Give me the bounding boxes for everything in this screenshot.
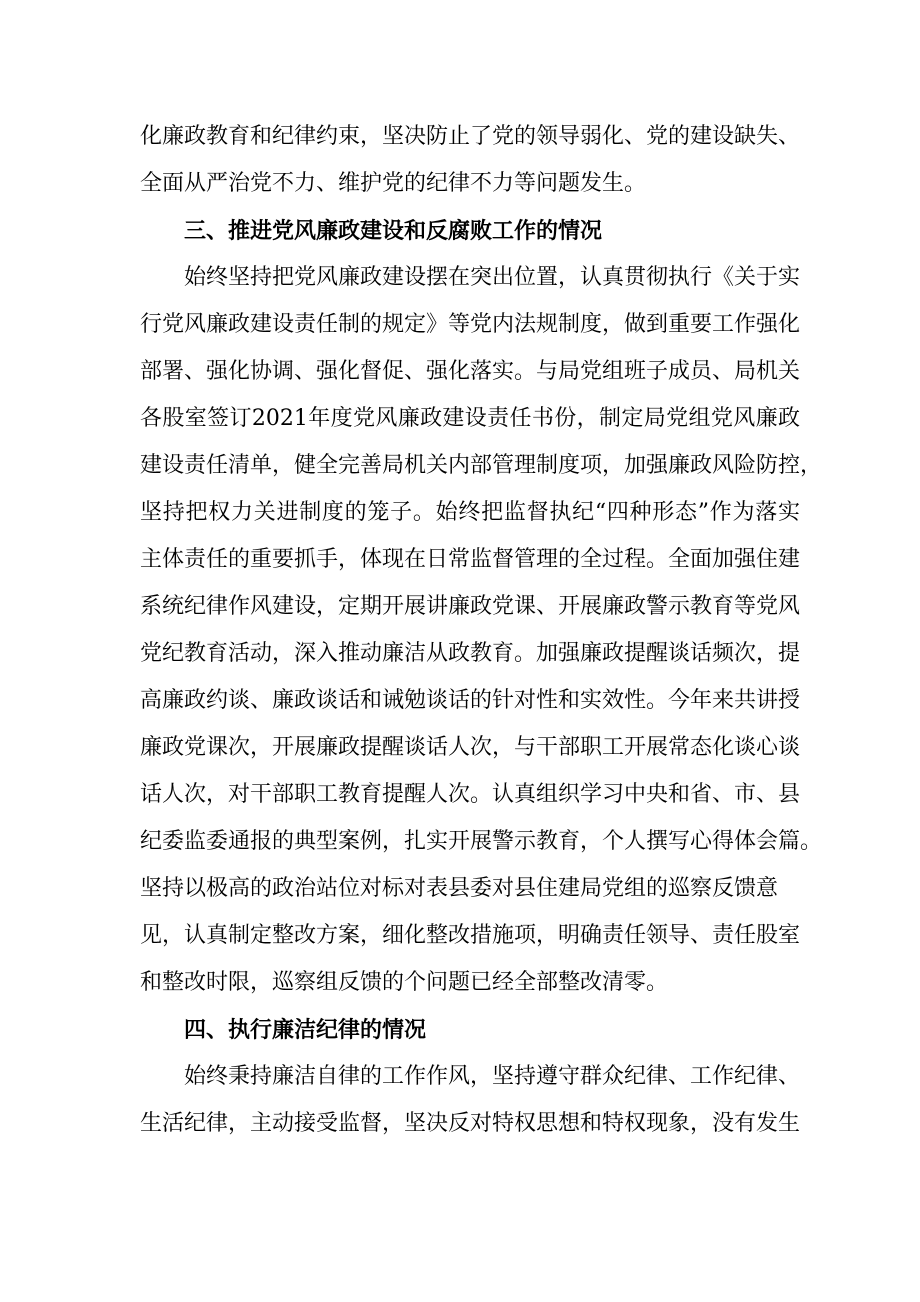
body-line: 廉政党课次，开展廉政提醒谈话人次，与干部职工开展常态化谈心谈 bbox=[140, 735, 801, 760]
body-line: 系统纪律作风建设，定期开展讲廉政党课、开展廉政警示教育等党风 bbox=[140, 594, 801, 619]
body-line: 高廉政约谈、廉政谈话和诫勉谈话的针对性和实效性。今年来共讲授 bbox=[140, 688, 801, 713]
body-line: 各股室签订2021年度党风廉政建设责任书份，制定局党组党风廉政 bbox=[140, 406, 800, 431]
paragraph-first-line: 始终坚持把党风廉政建设摆在突出位置，认真贯彻执行《关于实 bbox=[184, 265, 801, 290]
body-line: 话人次，对干部职工教育提醒人次。认真组织学习中央和省、市、县 bbox=[140, 782, 801, 807]
body-line: 坚持把权力关进制度的笼子。始终把监督执纪“四种形态”作为落实 bbox=[140, 500, 800, 525]
section-heading-3: 三、推进党风廉政建设和反腐败工作的情况 bbox=[184, 218, 603, 244]
body-line: 党纪教育活动，深入推动廉洁从政教育。加强廉政提醒谈话频次，提 bbox=[140, 641, 801, 666]
body-line: 主体责任的重要抓手，体现在日常监督管理的全过程。全面加强住建 bbox=[140, 547, 801, 572]
body-line: 和整改时限，巡察组反馈的个问题已经全部整改清零。 bbox=[140, 970, 669, 995]
body-line: 见，认真制定整改方案，细化整改措施项，明确责任领导、责任股室 bbox=[140, 923, 801, 948]
body-line: 坚持以极高的政治站位对标对表县委对县住建局党组的巡察反馈意 bbox=[140, 876, 779, 901]
section-heading-4: 四、执行廉洁纪律的情况 bbox=[184, 1017, 427, 1043]
body-line: 化廉政教育和纪律约束，坚决防止了党的领导弱化、党的建设缺失、 bbox=[140, 124, 801, 149]
paragraph-first-line: 始终秉持廉洁自律的工作作风，坚持遵守群众纪律、工作纪律、 bbox=[184, 1064, 801, 1089]
body-line: 生活纪律，主动接受监督，坚决反对特权思想和特权现象，没有发生 bbox=[140, 1111, 801, 1136]
body-line: 全面从严治党不力、维护党的纪律不力等问题发生。 bbox=[140, 171, 647, 196]
body-line: 纪委监委通报的典型案例，扎实开展警示教育，个人撰写心得体会篇。 bbox=[140, 829, 823, 854]
body-line: 建设责任清单，健全完善局机关内部管理制度项，加强廉政风险防控， bbox=[140, 453, 823, 478]
body-line: 部署、强化协调、强化督促、强化落实。与局党组班子成员、局机关 bbox=[140, 359, 801, 384]
body-line: 行党风廉政建设责任制的规定》等党内法规制度，做到重要工作强化 bbox=[140, 312, 801, 337]
